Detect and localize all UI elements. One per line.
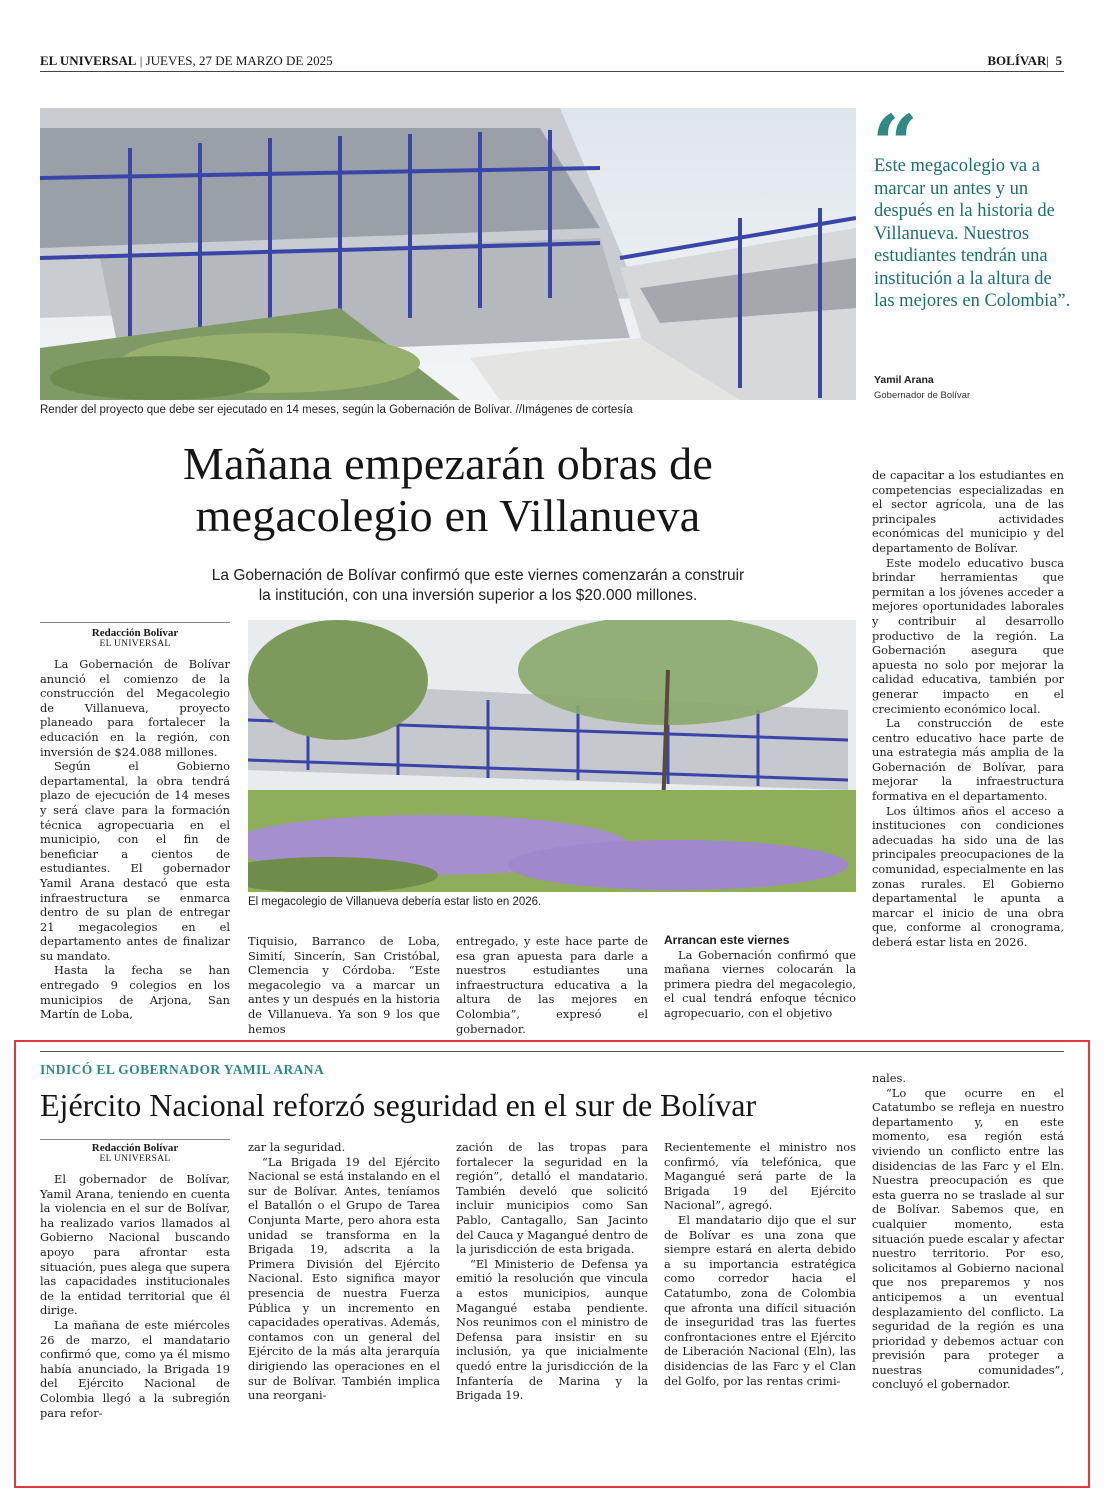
byline-name: Redacción Bolívar	[91, 1142, 179, 1154]
main-article-col2	[248, 934, 440, 1036]
paragraph: zar la seguridad.	[248, 1140, 346, 1154]
second-article-col1	[40, 1172, 230, 1420]
main-headline-line1: Mañana empezarán obras de	[183, 438, 713, 489]
main-article-col4	[664, 933, 856, 1021]
paragraph: El mandatario dijo que el sur de Bolívar es una zona que siempre estará en alerta debido a su importancia estratégica como corredor hacia el Catatumbo, zona de Colombia que afronta una difícil situación de inseguridad tras las fuertes confrontaciones entre el Ejército de Liberación Nacional (Eln), las disidencias de las Farc y el Clan del Golfo, por las rentas crimi-	[664, 1212, 856, 1388]
top-image-caption: Render del proyecto que debe ser ejecutado en 14 meses, según la Gobernación de Bolívar. //Imágenes de cortesía	[40, 404, 633, 416]
second-article-col4	[664, 1140, 856, 1388]
main-article-col5	[872, 468, 1064, 950]
main-headline-line2: megacolegio en Villanueva	[195, 490, 701, 541]
byline-org: EL UNIVERSAL	[99, 639, 171, 649]
header-rule	[40, 71, 1064, 72]
quote-author-role: Gobernador de Bolívar	[874, 390, 971, 401]
paragraph: Tiquisio, Barranco de Loba, Simití, Sincerín, San Cristóbal, Clemencia y Córdoba. “Este megacolegio va a marcar un antes y un después en la historia de Villanueva. Ya son 9 los que hemos	[248, 934, 440, 1036]
quote-author: Yamil Arana	[874, 374, 934, 386]
paragraph: Este modelo educativo busca brindar herramientas que permitan a los jóvenes acceder a mejores oportunidades laborales y contribuir al desarrollo productivo de la región. La Gobernación asegura que apuesta no solo por mejorar la calidad educativa, también por generar impacto en el crecimiento económico local.	[872, 555, 1064, 716]
paragraph: entregado, y este hace parte de esa gran apuesta para darle a nuestros estudiantes una infraestructura educativa a la altura de las mejores en Colombia”, expresó el gobernador.	[456, 934, 648, 1036]
paragraph: Hasta la fecha se han entregado 9 colegios en los municipios de Arjona, San Martín de Loba,	[40, 963, 230, 1022]
middle-image-caption: El megacolegio de Villanueva debería estar listo en 2026.	[248, 896, 542, 908]
newspaper-name: EL UNIVERSAL	[40, 53, 137, 68]
second-article-col5	[872, 1071, 1064, 1392]
byline-rule	[40, 622, 230, 623]
issue-date: JUEVES, 27 DE MARZO DE 2025	[145, 53, 333, 68]
paragraph: Recientemente el ministro nos confirmó, vía telefónica, que Magangué será parte de la Brigada 19 del Ejército Nacional”, agregó.	[664, 1140, 856, 1213]
main-article-col3	[456, 934, 648, 1036]
page-header-right: BOLÍVAR| 5	[987, 53, 1062, 68]
paragraph: Según el Gobierno departamental, la obra tendrá plazo de ejecución de 14 meses y será clave para la formación técnica agropecuaria en el municipio, con el fin de beneficiar a cientos de estudiantes. El gobernador Yamil Arana destacó que esta infraestructura se enmarca dentro de su plan de entregar 21 megacolegios en el departamento antes de finalizar su mandato.	[40, 759, 230, 963]
main-byline	[40, 627, 230, 649]
paragraph: zación de las tropas para fortalecer la seguridad en la región”, detalló el mandatario. También develó que solicitó incluir municipios como San Pablo, Cantagallo, San Jacinto del Cauca y Magangué dentro de la jurisdicción de esta brigada.	[456, 1140, 648, 1257]
paragraph: Los últimos años el acceso a instituciones con condiciones adecuadas ha sido una de las principales preocupaciones de la comunidad, especialmente en las zonas rurales. El Gobierno departamental le apunta a marcar el inicio de una obra que, conforme al cronograma, deberá estar lista en 2026.	[872, 803, 1064, 949]
second-headline: Ejército Nacional reforzó seguridad en el sur de Bolívar	[40, 1087, 757, 1123]
page-header-left: EL UNIVERSAL | JUEVES, 27 DE MARZO DE 2025	[40, 53, 333, 68]
byline-name: Redacción Bolívar	[91, 627, 179, 639]
paragraph: nales.	[872, 1071, 906, 1085]
paragraph: “Lo que ocurre en el Catatumbo se refleja en nuestro departamento y, en este momento, esa región está viviendo un conflicto entre las disidencias de las Farc y el Eln. Nuestra preocupación es que esta guerra no se traslade al sur de Bolívar. Sabemos que, en cualquier momento, esta situación puede escalar y afectar nuestro territorio. Por eso, solicitamos al Gobierno nacional que nos preparemos y nos anticipemos a un eventual desplazamiento del conflicto. La seguridad de la región es una prioridad y debemos actuar con previsión para proteger a nuestras comunidades”, concluyó el gobernador.	[872, 1085, 1064, 1392]
byline-org: EL UNIVERSAL	[99, 1154, 171, 1164]
quote-mark-icon: “	[872, 97, 919, 191]
paragraph: “El Ministerio de Defensa ya emitió la resolución que vincula a estos municipios, aunque Magangué estaba pendiente. Nos reunimos con el ministro de Defensa para insistir en su inclusión, ya que inicialmente quedó entre la jurisdicción de la Infantería de Marina y la Brigada 19.	[456, 1256, 648, 1403]
paragraph: El gobernador de Bolívar, Yamil Arana, teniendo en cuenta la violencia en el sur de Bolívar, ha realizado varios llamados al Gobierno Nacional buscando apoyo para afrontar esta situación, pues alega que supera las capacidades institucionales de la entidad territorial que él dirige.	[40, 1172, 230, 1318]
section-name: BOLÍVAR	[987, 53, 1047, 68]
top-render-image	[40, 108, 856, 400]
section-subtitle: Arrancan este viernes	[664, 933, 790, 947]
main-article-col1	[40, 657, 230, 1022]
megacolegio-render-image	[248, 620, 856, 892]
main-subhead-line1: La Gobernación de Bolívar confirmó que este viernes comenzarán a construir	[211, 567, 745, 584]
paragraph: La Gobernación de Bolívar anunció el comienzo de la construcción del Megacolegio de Villanueva, proyecto planeado para fortalecer la educación en la región, con inversión de $24.088 millones.	[40, 657, 230, 759]
paragraph: La construcción de este centro educativo hace parte de una estrategia más amplia de la Gobernación de Bolívar, para mejorar la infraestructura formativa en el departamento.	[872, 716, 1064, 804]
page-number: 5	[1055, 53, 1062, 68]
second-byline	[40, 1142, 230, 1164]
paragraph: La Gobernación confirmó que mañana viernes colocarán la primera piedra del megacolegio, el cual tendrá enfoque técnico agropecuario, con el objetivo	[664, 947, 856, 1020]
pull-quote: Este megacolegio va a marcar un antes y un después en la historia de Villanueva. Nuestros estudiantes tendrán una institución a la altura de las mejores en Colombia”.	[874, 156, 1071, 311]
main-subhead	[40, 566, 916, 606]
paragraph: de capacitar a los estudiantes en competencias especializadas en el sector agrícola, una de las principales actividades económicas del municipio y del departamento de Bolívar.	[872, 468, 1064, 555]
section-divider	[40, 1051, 1064, 1052]
paragraph: La mañana de este miércoles 26 de marzo, el mandatario confirmó que, como ya él mismo había anunciado, la Brigada 19 del Ejército Nacional de Colombia llegó a la subregión para refor-	[40, 1317, 230, 1420]
article-kicker: INDICÓ EL GOBERNADOR YAMIL ARANA	[40, 1062, 325, 1077]
second-article-col3	[456, 1140, 648, 1403]
byline-rule	[40, 1139, 230, 1140]
paragraph: “La Brigada 19 del Ejército Nacional se está instalando en el sur de Bolívar. Antes, teníamos el Batallón o el Grupo de Tarea Conjunta Marte, pero ahora esta unidad se transforma en la Brigada 19, adscrita a la Primera División del Ejército Nacional. Esto significa mayor presencia de nuestra Fuerza Pública y un incremento en capacidades operativas. Además, contamos con un general del Ejército de la más alta jerarquía dirigiendo las operaciones en el sur de Bolívar. También implica una reorgani-	[248, 1154, 440, 1403]
main-headline	[40, 438, 856, 542]
second-article-col2	[248, 1140, 440, 1403]
main-subhead-line2: la institución, con una inversión superior a los $20.000 millones.	[258, 587, 698, 604]
